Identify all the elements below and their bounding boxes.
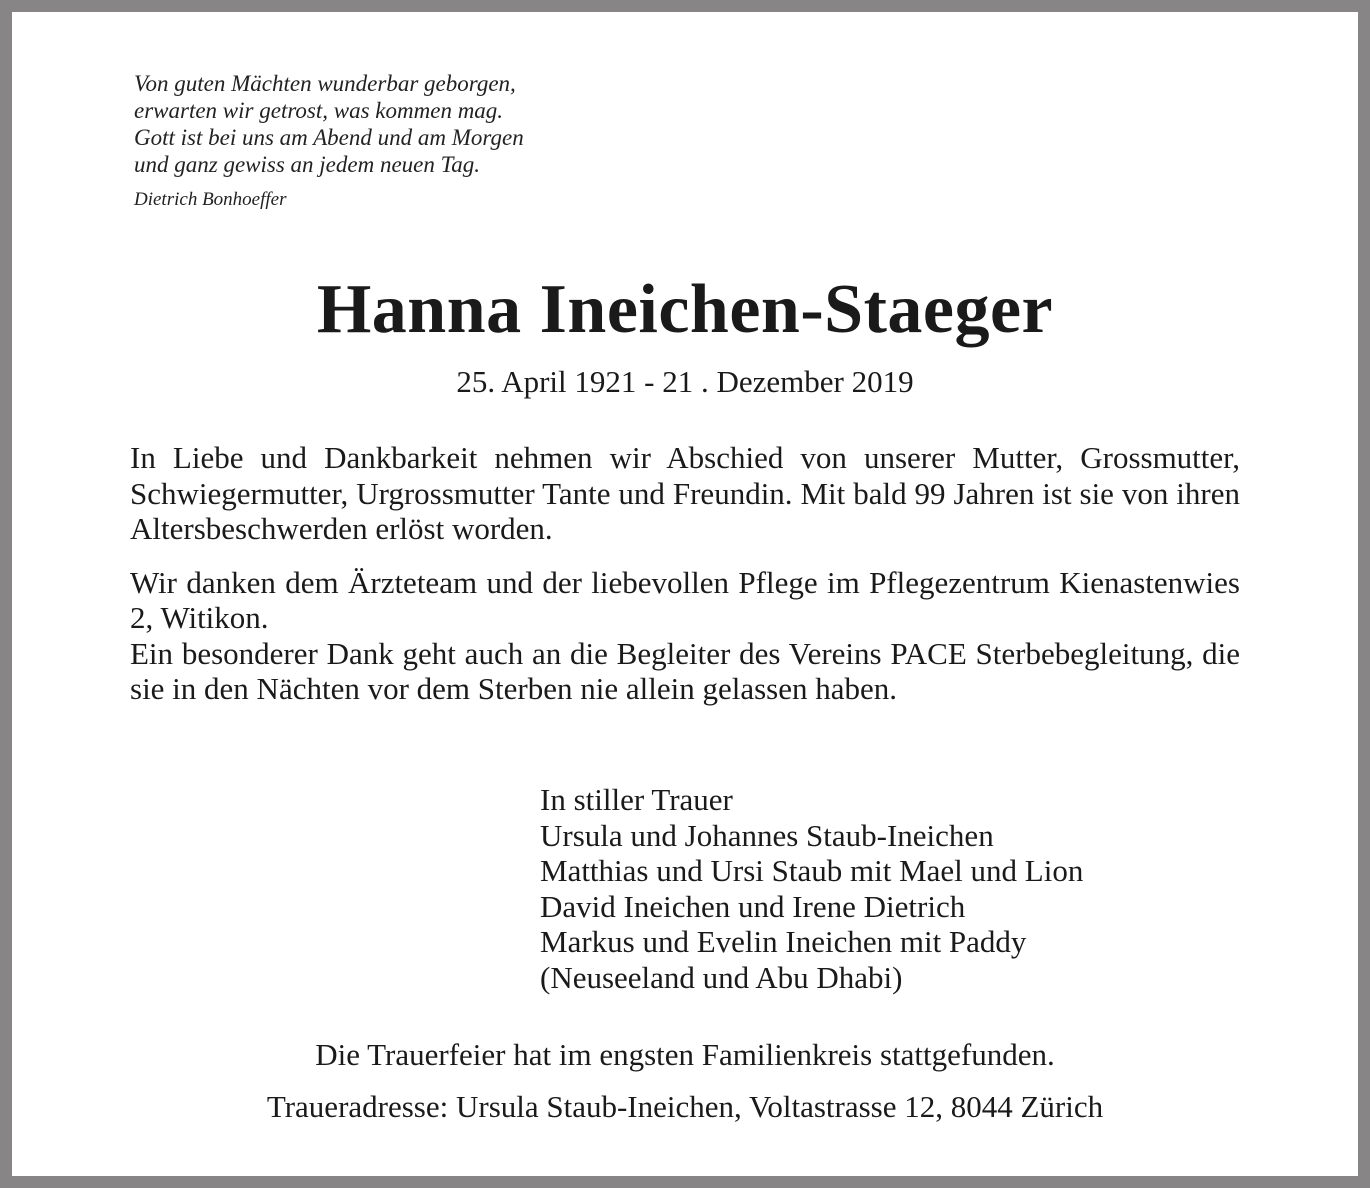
body-paragraph: Ein besonderer Dank geht auch an die Begleiter des Vereins PACE Sterbebegleitung, die sie in den Nächten vor dem Sterben nie allein gelassen haben.: [130, 635, 1240, 706]
mourner-line: In stiller Trauer: [540, 782, 733, 817]
body-paragraph: In Liebe und Dankbarkeit nehmen wir Abschied von unserer Mutter, Grossmutter, Schwiegermutter, Urgrossmutter Tante und Freundin. Mit bald 99 Jahren ist sie von ihren Altersbeschwerden erlöst worden.: [130, 440, 1240, 546]
mourner-line: Matthias und Ursi Staub mit Mael und Lion: [540, 853, 1084, 888]
ceremony-note: Die Trauerfeier hat im engsten Familienkreis stattgefunden.: [315, 1037, 1055, 1072]
obituary-body: [130, 440, 1240, 707]
mourner-line: Markus und Evelin Ineichen mit Paddy: [540, 924, 1027, 959]
mourner-line: Ursula und Johannes Staub-Ineichen: [540, 817, 994, 853]
quote-line: Gott ist bei uns am Abend und am Morgen: [134, 125, 524, 150]
deceased-name: Hanna Ineichen-Staeger: [316, 271, 1054, 348]
life-dates: 25. April 1921 - 21 . Dezember 2019: [456, 364, 914, 399]
mourner-line: (Neuseeland und Abu Dhabi): [540, 959, 903, 995]
mourner-line: David Ineichen und Irene Dietrich: [540, 888, 966, 924]
quote-author: Dietrich Bonhoeffer: [134, 189, 287, 210]
quote-block: [134, 70, 524, 213]
quote-line: Von guten Mächten wunderbar geborgen,: [134, 71, 516, 96]
quote-line: und ganz gewiss an jedem neuen Tag.: [134, 152, 481, 177]
body-paragraph: Wir danken dem Ärzteteam und der liebevollen Pflege im Pflegezentrum Kienastenwies 2, Witikon.: [130, 564, 1240, 635]
mourners-block: [540, 782, 1083, 995]
obituary-page: [12, 12, 1358, 1176]
mourning-address: Traueradresse: Ursula Staub-Ineichen, Voltastrasse 12, 8044 Zürich: [266, 1089, 1104, 1124]
quote-line: erwarten wir getrost, was kommen mag.: [134, 98, 504, 123]
